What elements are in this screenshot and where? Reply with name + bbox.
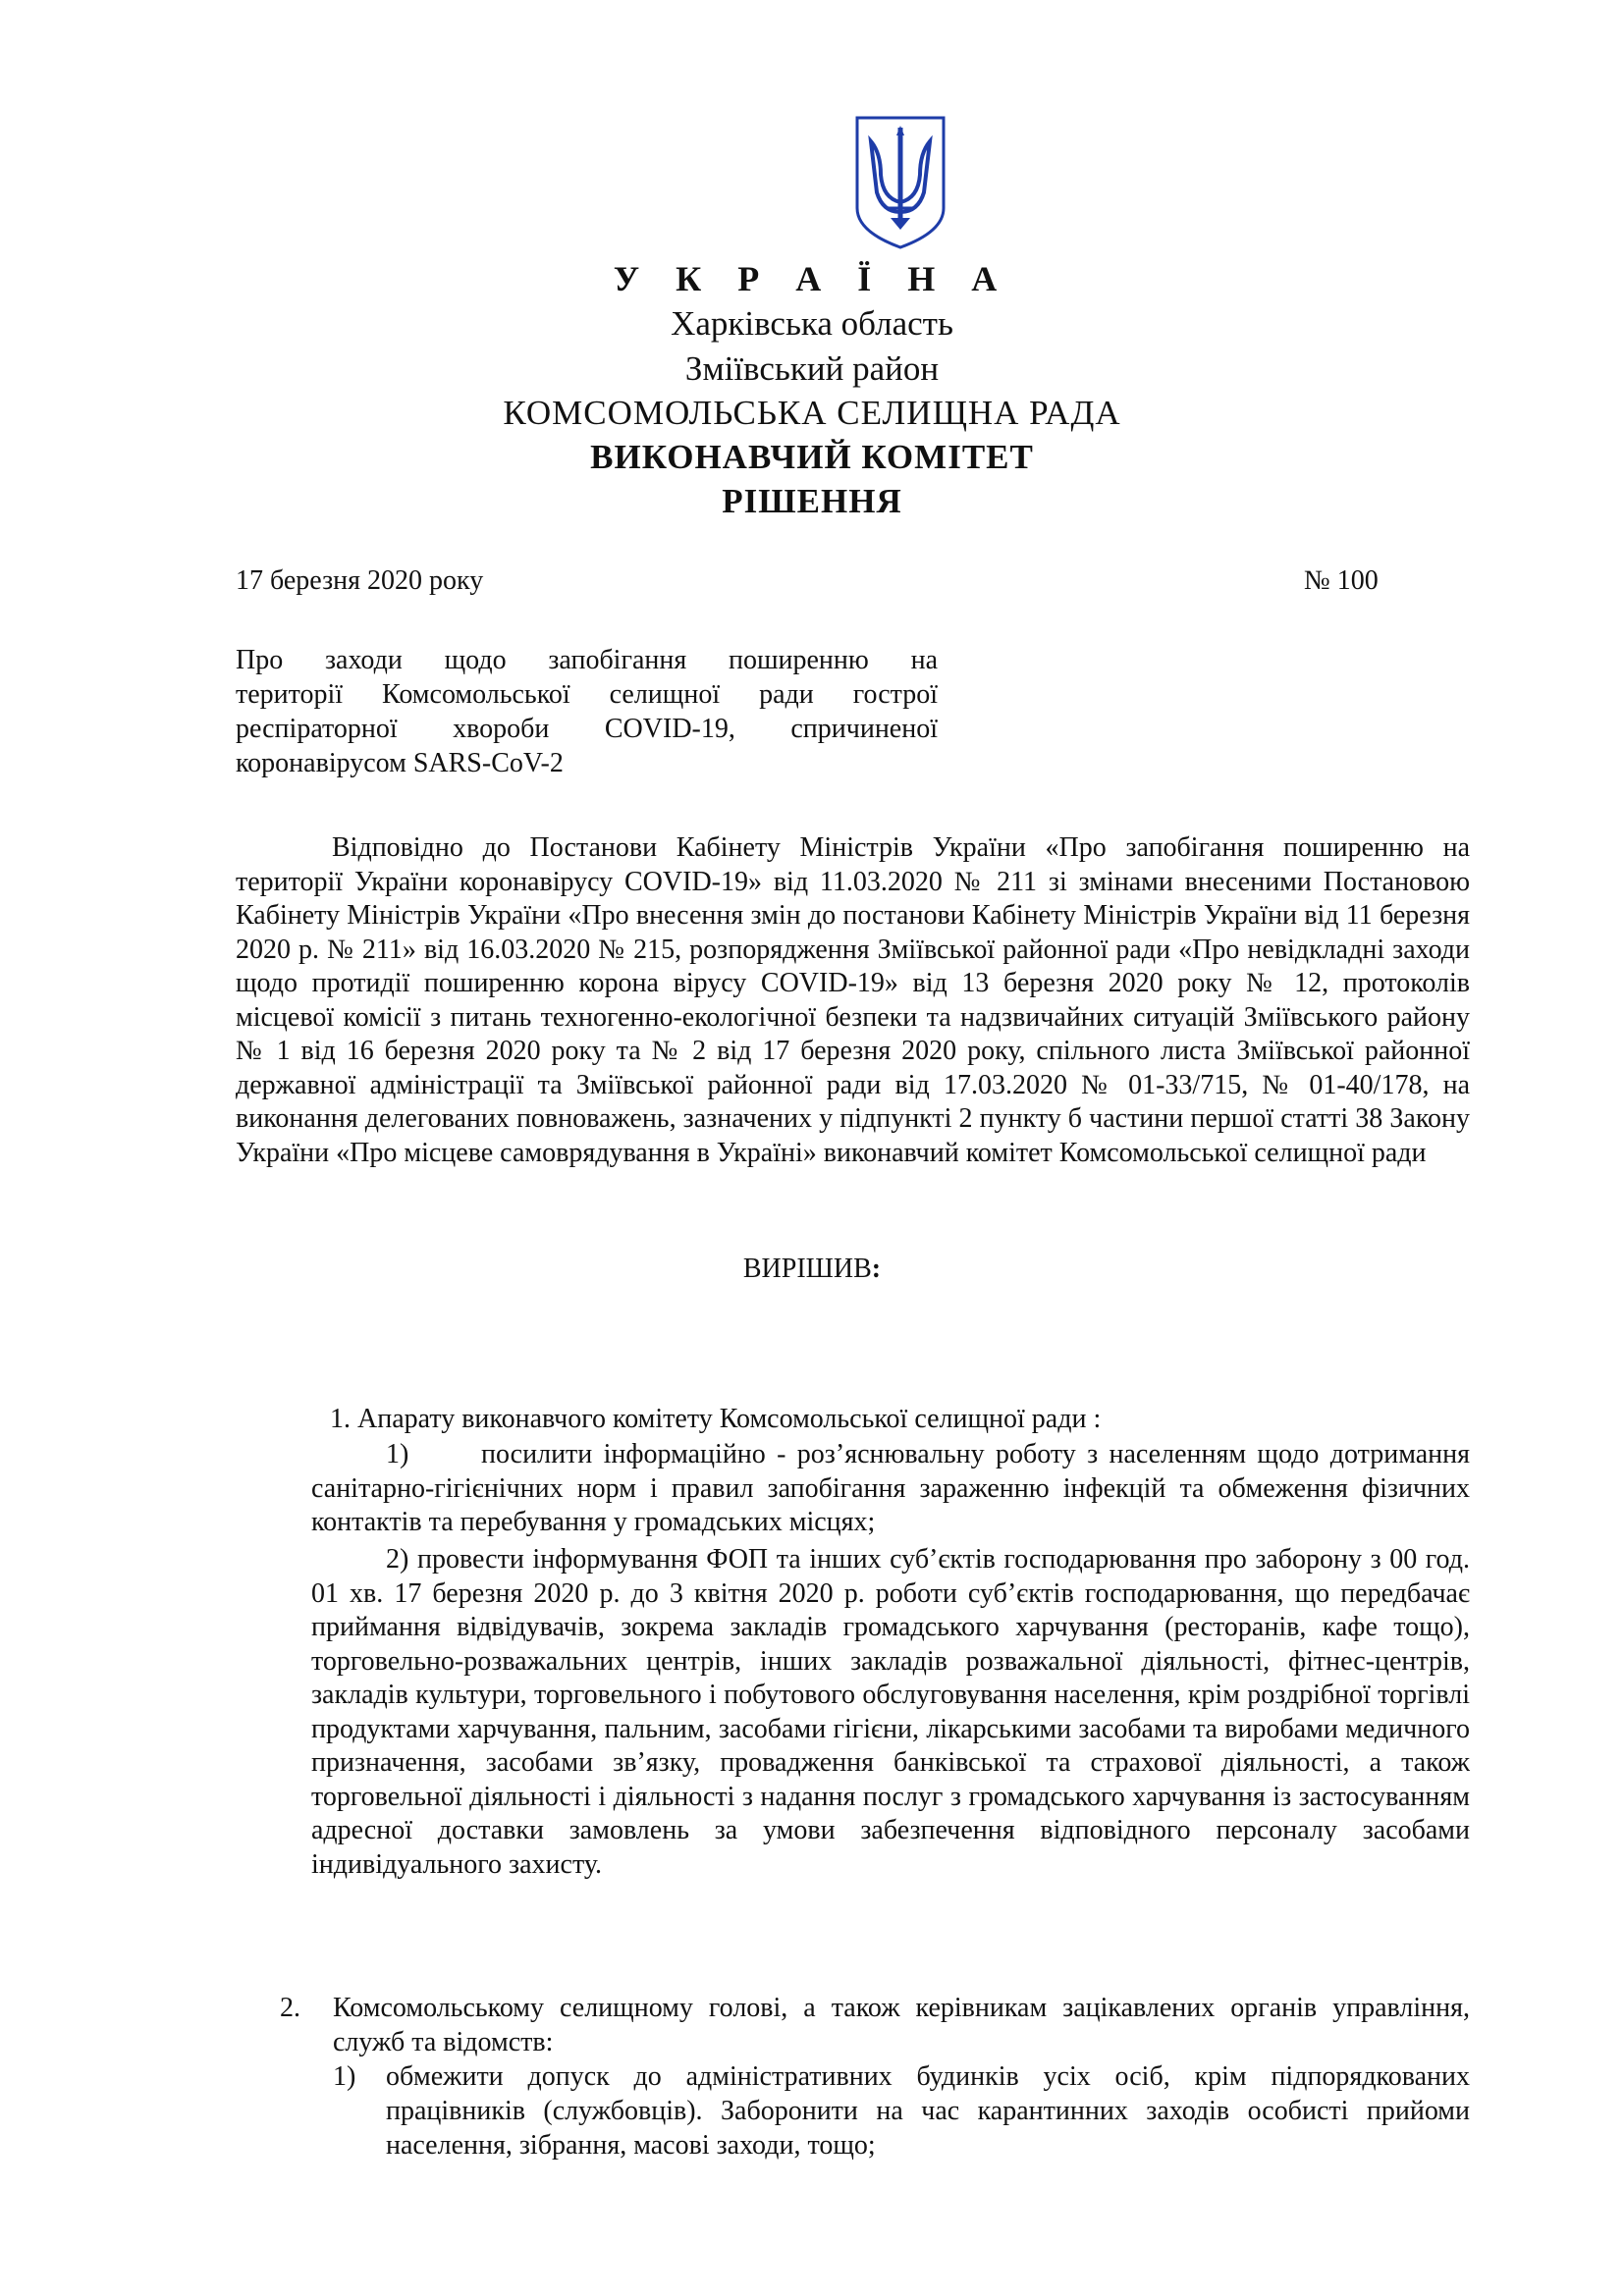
item-1-subitem-2 xyxy=(311,1543,1470,1882)
subject-line: респіраторної хвороби COVID-19, спричиненої xyxy=(236,714,938,744)
resolved-heading xyxy=(0,1252,1624,1287)
preamble-paragraph: Відповідно до Постанови Кабінету Міністрів України «Про запобігання поширенню на території України коронавірусу COVID-19» від 11.03.2020 № 211 зі змінами внесеними Постановою Кабінету Міністрів України «Про внесення змін до постанови Кабінету Міністрів України від 11 березня 2020 р. № 211» від 16.03.2020 № 215, розпорядження Зміївської районної ради «Про невідкладні заходи щодо протидії поширенню корона вірусу COVID-19» від 13 березня 2020 року № 12, протоколів місцевої комісії з питань техногенно-екологічної безпеки та надзвичайних ситуацій Зміївського району № 1 від 16 березня 2020 року та № 2 від 17 березня 2020 року, спільного листа Зміївської районної державної адміністрації та Зміївської районної ради від 17.03.2020 № 01-33/715, № 01-40/178, на виконання делегованих повноважень, зазначених у підпункті 2 пункту б частини першої статті 38 Закону України «Про місцеве самоврядування в Україні» виконавчий комітет Комсомольської селищної ради xyxy=(236,832,1470,1168)
resolved-colon: : xyxy=(871,1254,882,1284)
council-line: КОМСОМОЛЬСЬКА СЕЛИЩНА РАДА xyxy=(503,394,1121,432)
document-type: РІШЕННЯ xyxy=(722,482,902,520)
item-1: 1. Апарату виконавчого комітету Комсомольської селищної ради : xyxy=(330,1404,1102,1434)
decision-number: № 100 xyxy=(1304,565,1379,596)
country-title: У К Р А Ї Н А xyxy=(613,259,1011,298)
decision-date: 17 березня 2020 року xyxy=(236,565,484,596)
committee-line: ВИКОНАВЧИЙ КОМІТЕТ xyxy=(590,438,1034,476)
item-1-subitem-1 xyxy=(311,1438,1470,1540)
item-number: 2. xyxy=(280,1993,300,2023)
subitem-number: 1) xyxy=(386,1439,409,1469)
subitem-text: обмежити допуск до адміністративних будинків усіх осіб, крім підпорядкованих працівників (службовців). Заборонити на час карантинних заходів особисті прийоми населення, зібрання, масові заходи, тощо; xyxy=(386,2061,1470,2161)
subject-line: території Комсомольської селищної ради гострої xyxy=(236,679,938,710)
item-2 xyxy=(280,1991,1470,2059)
subject-line: коронавірусом SARS-CoV-2 xyxy=(236,748,564,778)
subitem-number: 1) xyxy=(333,2061,356,2092)
rayon-line: Зміївський район xyxy=(684,349,940,388)
decision-subject xyxy=(236,643,938,780)
subitem-text: посилити інформаційно - роз’яснювальну роботу з населенням щодо дотримання санітарно-гігієнічних норм і правил запобігання зараженню інфекцій та обмеження фізичних контактів та перебування у громадських місцях; xyxy=(311,1439,1470,1537)
resolved-word: ВИРІШИВ xyxy=(742,1254,872,1284)
coat-of-arms-icon xyxy=(853,114,947,251)
oblast-line: Харківська область xyxy=(671,304,953,343)
subitem-number: 2) xyxy=(386,1544,409,1575)
subject-line: Про заходи щодо запобігання поширенню на xyxy=(236,645,938,675)
item-2-subitem-1 xyxy=(333,2059,1470,2163)
item-text: Комсомольському селищному голові, а також керівникам зацікавлених органів управління, служб та відомств: xyxy=(333,1993,1470,2057)
subitem-text: провести інформування ФОП та інших суб’єктів господарювання про заборону з 00 год. 01 хв. 17 березня 2020 р. до 3 квітня 2020 р. роботи суб’єктів господарювання, що передбачає приймання відвідувачів, зокрема закладів громадського харчування (ресторанів, кафе тощо), торговельно-розважальних центрів, інших закладів розважальної діяльності, фітнес-центрів, закладів культури, торговельного і побутового обслуговування населення, крім роздрібної торгівлі продуктами харчування, пальним, засобами гігієни, лікарськими засобами та виробами медичного призначення, засобами зв’язку, провадження банківської та страхової діяльності, а також торговельної діяльності і діяльності з надання послуг з громадського харчування із застосуванням адресної доставки замовлень за умови забезпечення відповідного персоналу засобами індивідуального захисту. xyxy=(311,1544,1470,1880)
